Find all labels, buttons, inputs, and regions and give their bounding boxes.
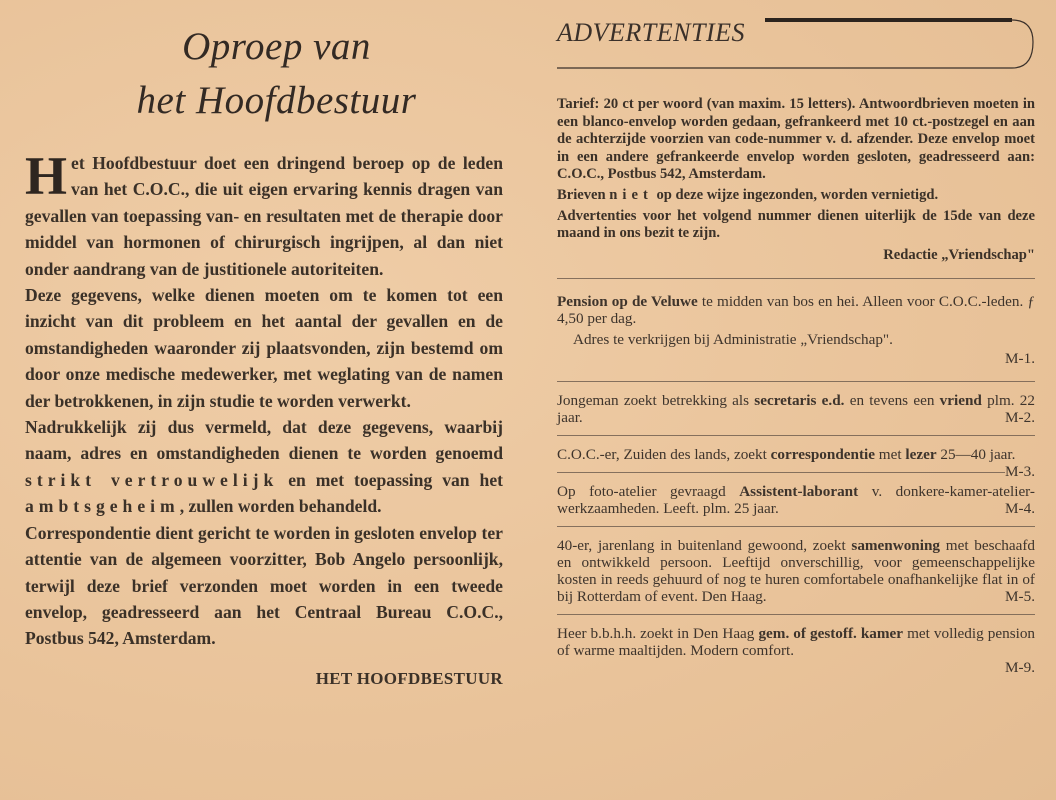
- signature: HET HOOFDBESTUUR: [315, 668, 503, 688]
- divider: [557, 278, 1035, 279]
- emphasis-strikt-vertrouwelijk: strikt vertrouwelijk: [25, 469, 279, 490]
- article-title: [50, 0, 503, 128]
- ad-m1: Pension op de Veluwe te midden van bos en hei. Alleen voor C.O.C.-leden. ƒ 4,50 per dag. Adres te verkrijgen bij Administratie „Vriendschap". M-1.: [557, 293, 1035, 368]
- divider: [557, 435, 1035, 436]
- emphasis-ambtsgeheim: ambtsgeheim: [25, 496, 180, 517]
- divider: [557, 472, 1005, 473]
- appeal-article: [25, 0, 503, 692]
- ad-code: M-5.: [1005, 588, 1035, 606]
- ad-m5: 40-er, jarenlang in buitenland gewoond, zoekt samenwoning met beschaafd en ontwikkeld persoon. Leeftijd onverschillig, voor gemeenschappelijke kosten in reeds gehuurd of nog te huren comfortabele onafhankelijke flat in of bij Rotterdam of event. Den Haag. M-5.: [557, 537, 1035, 606]
- ads-header: [557, 0, 1035, 70]
- deadline-paragraph: Advertenties voor het volgend nummer dienen uiterlijk de 15de van deze maand in ons bezit te zijn.: [557, 207, 1035, 242]
- divider: [557, 614, 1035, 615]
- ad-rates-info: [557, 96, 1035, 264]
- ad-code: M-9.: [1005, 659, 1035, 677]
- title-line-2: het Hoofdbestuur: [136, 79, 417, 122]
- paragraph-3: Nadrukkelijk zij dus vermeld, dat deze gegevens, waarbij naam, adres en omstandigheden dienen te worden genoemd strikt vertrouwelijk en met toepassing van het ambtsgeheim, zullen worden behandeld.: [25, 417, 503, 517]
- title-line-1: Oproep van: [182, 25, 371, 68]
- divider: [557, 381, 1035, 382]
- ad-code: M-2.: [1005, 409, 1035, 427]
- ad-code: M-1.: [1005, 350, 1035, 368]
- ad-code: M-4.: [1005, 500, 1035, 518]
- ad-m9: Heer b.b.h.h. zoekt in Den Haag gem. of gestoff. kamer met volledig pension of warme maaltijden. Modern comfort. M-9.: [557, 625, 1036, 677]
- drop-cap: H: [25, 146, 68, 206]
- paragraph-1: Het Hoofdbestuur doet een dringend beroep op de leden van het C.O.C., die uit eigen ervaring kennis dragen van gevallen van toepassing van- en resultaten met de therapie door middel van hormonen of chirurgisch ingrijpen, al dan niet onder aandrang van de justitionele autoriteiten.: [25, 146, 503, 279]
- advertisements-column: [557, 0, 1035, 676]
- ad-m4: Op foto-atelier gevraagd Assistent-laborant v. donkere-kamer-atelier-werkzaamheden. Leeft. plm. 25 jaar. M-4.: [557, 483, 1035, 518]
- ads-title: ADVERTENTIES: [557, 18, 745, 47]
- ad-m3: C.O.C.-er, Zuiden des lands, zoekt correspondentie met lezer 25—40 jaar. M-3.: [557, 446, 1035, 481]
- ad-m2: Jongeman zoekt betrekking als secretaris e.d. en tevens een vriend plm. 22 jaar. M-2.: [557, 392, 1035, 427]
- article-body: [25, 146, 503, 692]
- paragraph-4: Correspondentie dient gericht te worden in gesloten envelop ter attentie van de algemeen voorzitter, Bob Angelo persoonlijk, terwijl deze brief verzonden moet worden in een tweede envelop, geadresseerd aan het Centraal Bureau C.O.C., Postbus 542, Amsterdam.: [25, 522, 503, 649]
- rates-paragraph: Tarief: 20 ct per woord (van maxim. 15 letters). Antwoordbrieven moeten in een blanco-envelop worden gedaan, gefrankeerd met 10 ct.-postzegel en aan de achterzijde voorzien van code-nummer v. d. afzender. Deze envelop moet in een andere gefrankeerde envelop worden gesloten, geadresseerd aan: C.O.C., Postbus 542, Amsterdam.: [557, 96, 1035, 183]
- divider: [557, 526, 1035, 527]
- paragraph-2: Deze gegevens, welke dienen moeten om te komen tot een inzicht van dit probleem en het aantal der gevallen en de omstandigheden waaronder zij plaatsvonden, zijn bestemd om door onze medische medewerker, met weglating van de namen der betrokkenen, in zijn studie te worden verwerkt.: [25, 285, 503, 411]
- ad-code: M-3.: [1005, 463, 1035, 481]
- warning-paragraph: Brieven niet op deze wijze ingezonden, worden vernietigd.: [557, 186, 939, 203]
- editorial-signature: Redactie „Vriendschap": [883, 246, 1035, 263]
